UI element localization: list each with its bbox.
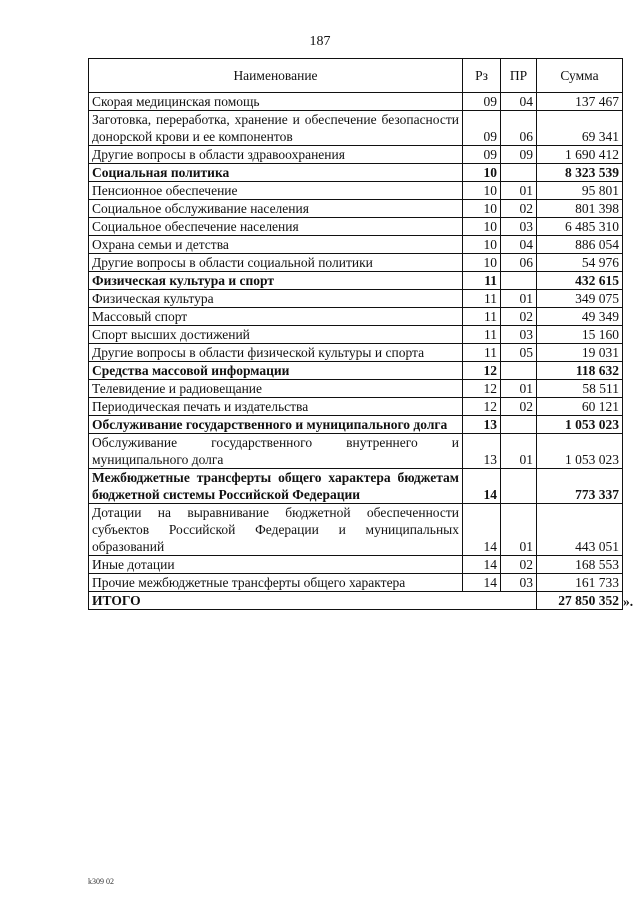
row-pr: 05 [501, 344, 537, 362]
row-rz: 12 [463, 362, 501, 380]
table-row [89, 254, 640, 272]
row-name: Телевидение и радиовещание [89, 380, 463, 398]
row-pr: 01 [501, 380, 537, 398]
row-name: Массовый спорт [89, 308, 463, 326]
table-row [89, 290, 640, 308]
row-tail [623, 290, 640, 308]
row-pr [501, 416, 537, 434]
row-sum: 58 511 [537, 380, 623, 398]
row-sum: 118 632 [537, 362, 623, 380]
row-sum: 15 160 [537, 326, 623, 344]
row-pr: 01 [501, 290, 537, 308]
row-sum: 773 337 [537, 469, 623, 504]
header-rz: Рз [463, 59, 501, 93]
row-pr [501, 469, 537, 504]
row-tail [623, 380, 640, 398]
row-rz: 12 [463, 398, 501, 416]
row-tail [623, 504, 640, 556]
row-pr: 03 [501, 326, 537, 344]
row-rz: 14 [463, 574, 501, 592]
table-header-row [89, 59, 640, 93]
row-name: Дотации на выравнивание бюджетной обеспеченности субъектов Российской Федерации и муниципальных образований [89, 504, 463, 556]
row-sum: 1 690 412 [537, 146, 623, 164]
table-row [89, 416, 640, 434]
row-pr: 06 [501, 254, 537, 272]
table-row [89, 434, 640, 469]
row-rz: 14 [463, 556, 501, 574]
table-row [89, 182, 640, 200]
row-tail [623, 218, 640, 236]
row-tail [623, 416, 640, 434]
row-name: Заготовка, переработка, хранение и обеспечение безопасности донорской крови и ее компонентов [89, 111, 463, 146]
row-rz: 11 [463, 326, 501, 344]
budget-table [88, 58, 640, 610]
row-name: Иные дотации [89, 556, 463, 574]
row-tail [623, 236, 640, 254]
total-sum: 27 850 352 [537, 592, 623, 610]
table-row [89, 111, 640, 146]
row-rz: 10 [463, 236, 501, 254]
row-pr: 04 [501, 93, 537, 111]
table-row [89, 344, 640, 362]
header-name: Наименование [89, 59, 463, 93]
table-row [89, 398, 640, 416]
row-sum: 349 075 [537, 290, 623, 308]
table-row [89, 200, 640, 218]
row-name: Прочие межбюджетные трансферты общего характера [89, 574, 463, 592]
table-row [89, 556, 640, 574]
table-row [89, 504, 640, 556]
row-rz: 14 [463, 469, 501, 504]
row-name: Периодическая печать и издательства [89, 398, 463, 416]
table-row [89, 308, 640, 326]
row-pr: 03 [501, 574, 537, 592]
row-rz: 09 [463, 146, 501, 164]
row-name: Скорая медицинская помощь [89, 93, 463, 111]
row-pr [501, 272, 537, 290]
total-label: ИТОГО [89, 592, 537, 610]
header-tail [623, 59, 640, 93]
row-tail [623, 308, 640, 326]
row-rz: 14 [463, 504, 501, 556]
row-tail [623, 556, 640, 574]
row-sum: 54 976 [537, 254, 623, 272]
row-sum: 19 031 [537, 344, 623, 362]
row-sum: 95 801 [537, 182, 623, 200]
row-pr [501, 362, 537, 380]
row-pr: 01 [501, 434, 537, 469]
row-rz: 13 [463, 434, 501, 469]
row-rz: 13 [463, 416, 501, 434]
row-rz: 09 [463, 111, 501, 146]
row-name: Социальное обслуживание населения [89, 200, 463, 218]
table-row [89, 326, 640, 344]
row-sum: 432 615 [537, 272, 623, 290]
row-tail [623, 182, 640, 200]
table-row [89, 164, 640, 182]
row-pr: 02 [501, 308, 537, 326]
row-tail [623, 272, 640, 290]
row-sum: 443 051 [537, 504, 623, 556]
row-pr: 01 [501, 182, 537, 200]
row-pr: 01 [501, 504, 537, 556]
footer-code: k309 02 [88, 877, 114, 886]
row-tail [623, 254, 640, 272]
row-rz: 09 [463, 93, 501, 111]
row-rz: 12 [463, 380, 501, 398]
row-pr: 02 [501, 556, 537, 574]
row-tail [623, 326, 640, 344]
row-pr: 03 [501, 218, 537, 236]
total-row [89, 592, 640, 610]
row-tail [623, 146, 640, 164]
row-rz: 10 [463, 218, 501, 236]
row-tail [623, 574, 640, 592]
row-sum: 8 323 539 [537, 164, 623, 182]
row-rz: 10 [463, 182, 501, 200]
table-row [89, 236, 640, 254]
row-sum: 1 053 023 [537, 434, 623, 469]
row-rz: 10 [463, 164, 501, 182]
row-name: Социальная политика [89, 164, 463, 182]
table-row [89, 272, 640, 290]
row-name: Пенсионное обеспечение [89, 182, 463, 200]
row-name: Другие вопросы в области социальной политики [89, 254, 463, 272]
row-sum: 69 341 [537, 111, 623, 146]
row-rz: 10 [463, 254, 501, 272]
table-row [89, 218, 640, 236]
row-sum: 801 398 [537, 200, 623, 218]
row-name: Обслуживание государственного и муниципального долга [89, 416, 463, 434]
row-name: Физическая культура [89, 290, 463, 308]
row-name: Спорт высших достижений [89, 326, 463, 344]
page-number: 187 [309, 34, 331, 49]
row-sum: 1 053 023 [537, 416, 623, 434]
row-tail [623, 398, 640, 416]
table-row [89, 362, 640, 380]
row-tail [623, 93, 640, 111]
row-rz: 11 [463, 272, 501, 290]
row-pr: 04 [501, 236, 537, 254]
row-rz: 11 [463, 344, 501, 362]
header-pr: ПР [501, 59, 537, 93]
row-sum: 168 553 [537, 556, 623, 574]
row-sum: 161 733 [537, 574, 623, 592]
row-pr [501, 164, 537, 182]
row-sum: 49 349 [537, 308, 623, 326]
table-row [89, 469, 640, 504]
total-suffix: ». [623, 593, 634, 609]
row-name: Обслуживание государственного внутреннего и муниципального долга [89, 434, 463, 469]
row-tail [623, 362, 640, 380]
row-tail [623, 434, 640, 469]
row-tail [623, 200, 640, 218]
row-tail [623, 111, 640, 146]
table-row [89, 93, 640, 111]
row-name: Средства массовой информации [89, 362, 463, 380]
row-sum: 60 121 [537, 398, 623, 416]
table-row [89, 380, 640, 398]
table-body [89, 93, 640, 592]
header-sum: Сумма [537, 59, 623, 93]
row-name: Межбюджетные трансферты общего характера бюджетам бюджетной системы Российской Федерации [89, 469, 463, 504]
row-tail [623, 344, 640, 362]
row-rz: 11 [463, 308, 501, 326]
row-tail [623, 469, 640, 504]
row-pr: 02 [501, 398, 537, 416]
row-pr: 02 [501, 200, 537, 218]
row-tail [623, 164, 640, 182]
row-name: Охрана семьи и детства [89, 236, 463, 254]
row-pr: 09 [501, 146, 537, 164]
row-rz: 10 [463, 200, 501, 218]
row-name: Социальное обеспечение населения [89, 218, 463, 236]
row-rz: 11 [463, 290, 501, 308]
row-sum: 137 467 [537, 93, 623, 111]
row-name: Другие вопросы в области здравоохранения [89, 146, 463, 164]
row-name: Другие вопросы в области физической культуры и спорта [89, 344, 463, 362]
row-name: Физическая культура и спорт [89, 272, 463, 290]
table-row [89, 146, 640, 164]
row-pr: 06 [501, 111, 537, 146]
row-sum: 886 054 [537, 236, 623, 254]
row-sum: 6 485 310 [537, 218, 623, 236]
table-row [89, 574, 640, 592]
